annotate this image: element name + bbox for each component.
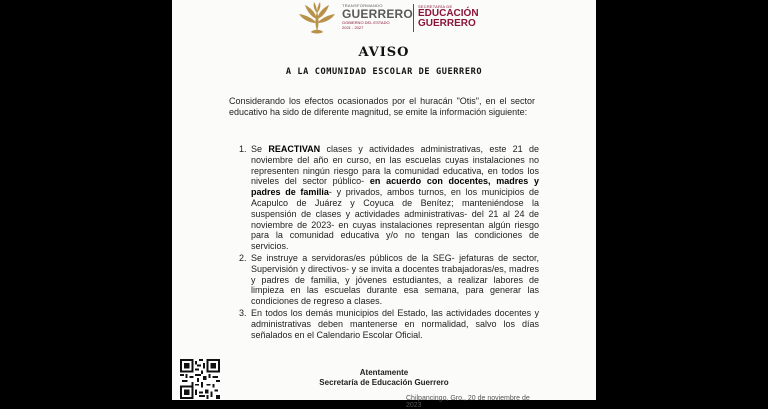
item-number: 2.: [239, 252, 247, 263]
gov-name: GUERRERO: [342, 7, 413, 21]
item-bold-agreement: en acuerdo con docentes, madres y padres de familia: [251, 176, 539, 198]
item-text: Se instruye a servidoras/es públicos de la SEG- jefaturas de sector, Supervisión y directivos- y se invita a docentes trabajadoras/es, madres y padres de familia, y jóvenes estudiantes, a realizar labores de limpieza en las escuelas durante esa semana, para generar las condiciones de regreso a clases.: [251, 252, 539, 307]
document-page: [172, 0, 596, 409]
item-number: 3.: [239, 307, 247, 318]
list-item: [229, 308, 539, 340]
gov-years: 2021 - 2027: [342, 25, 364, 30]
intro-paragraph: Considerando los efectos ocasionados por el huracán "Otis", en el sector educativo ha sido de diferente magnitud, se emite la información siguiente:: [229, 96, 535, 117]
notice-list: [229, 144, 539, 341]
item-bold-reactivan: REACTIVAN: [268, 144, 321, 154]
guerrero-emblem-icon: [297, 1, 337, 35]
seg-line-1: EDUCACIÓN: [418, 8, 479, 19]
closing-atentamente: Atentamente: [359, 368, 409, 377]
item-number: 1.: [239, 144, 247, 154]
list-item: [229, 144, 539, 252]
gov-subtitle: GOBIERNO DEL ESTADO: [342, 20, 390, 25]
seg-small-label: SECRETARÍA DE: [418, 4, 453, 9]
government-logotype: [342, 3, 412, 30]
closing-signatory: Secretaría de Educación Guerrero: [319, 378, 449, 387]
item-text: En todos los demás municipios del Estado, las actividades docentes y administrativas deben mantenerse en normalidad, salvo los días señalados en el Calendario Escolar Oficial.: [251, 307, 539, 340]
document-title: AVISO: [358, 45, 410, 60]
document-subtitle: A LA COMUNIDAD ESCOLAR DE GUERRERO: [285, 67, 483, 77]
closing-block: [172, 368, 596, 388]
header-divider: [413, 4, 414, 32]
seg-line-2: GUERRERO: [418, 18, 476, 29]
item-text-part: clases y actividades administrativas, este 21 de noviembre del año en curso, en las escuelas cuyas instalaciones no representen ningún riesgo para la comunidad educativa, en todos los niveles del sector público-: [251, 144, 539, 187]
list-item: [229, 253, 539, 307]
letterhead: [172, 0, 596, 40]
item-text-part: - y privados, ambos turnos, en los municipios de Acapulco de Juárez y Coyuca de Benítez; manteniéndose la suspensión de clases y actividades administrativas- del 21 al 24 de noviembre de 2023- en cuyas instalaciones representan algún riesgo para la comunidad educativa y/o no tengan las condiciones de servicios.: [251, 187, 539, 252]
gov-tagline: TRANSFORMANDO: [342, 3, 383, 8]
date-line: Chilpancingo, Gro., 20 de noviembre de 2023: [406, 395, 530, 409]
seg-logotype: [418, 4, 508, 29]
item-text-part: Se: [251, 144, 269, 154]
